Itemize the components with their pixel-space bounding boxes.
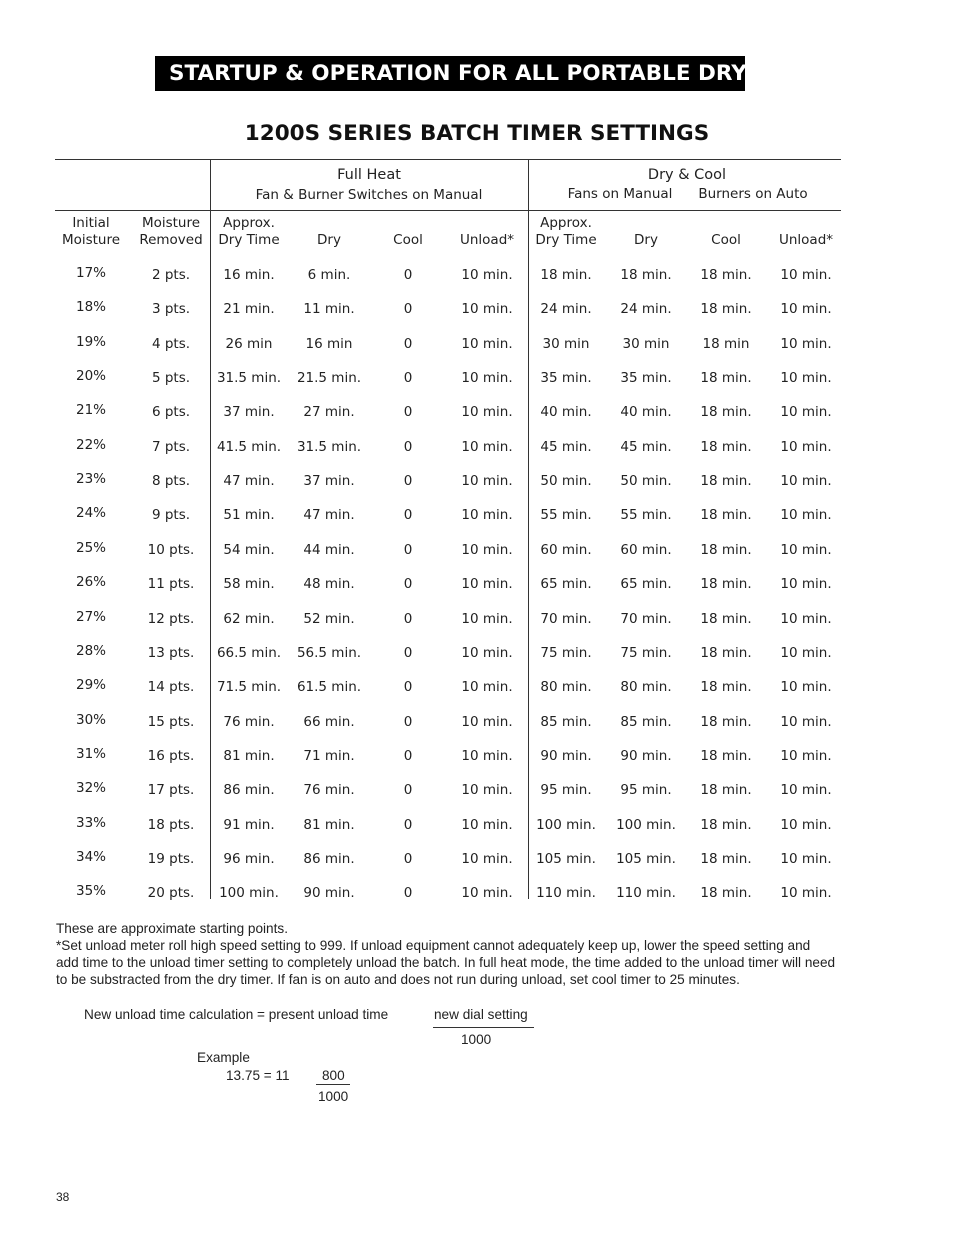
cell-full-heat-approx-dry-time: 96 min. [223, 851, 275, 867]
group-header-dry-cool: Dry & Cool [647, 167, 727, 183]
cell-full-heat-cool: 0 [403, 645, 413, 661]
cell-full-heat-approx-dry-time: 62 min. [223, 611, 275, 627]
cell-moisture-removed: 3 pts. [151, 301, 191, 317]
cell-dry-cool-dry: 100 min. [616, 817, 676, 833]
cell-full-heat-unload: 10 min. [461, 714, 513, 730]
notes-block [56, 920, 836, 988]
cell-full-heat-dry: 21.5 min. [296, 370, 362, 386]
cell-initial-moisture: 29% [75, 677, 107, 693]
cell-moisture-removed: 11 pts. [147, 576, 195, 592]
cell-full-heat-dry: 48 min. [303, 576, 355, 592]
cell-dry-cool-approx-dry-time: 18 min. [540, 267, 592, 283]
cell-full-heat-dry: 90 min. [303, 885, 355, 901]
formula-numerator: new dial setting [434, 1007, 528, 1022]
cell-dry-cool-cool: 18 min. [700, 817, 752, 833]
cell-dry-cool-approx-dry-time: 110 min. [536, 885, 596, 901]
col-header-dry-cool-dry-line2: Dry [634, 232, 658, 248]
note-approximate: These are approximate starting points. [56, 921, 288, 936]
cell-dry-cool-dry: 95 min. [620, 782, 672, 798]
cell-full-heat-unload: 10 min. [461, 542, 513, 558]
cell-moisture-removed: 7 pts. [151, 439, 191, 455]
cell-dry-cool-cool: 18 min. [700, 370, 752, 386]
cell-full-heat-unload: 10 min. [461, 301, 513, 317]
cell-full-heat-dry: 16 min [305, 336, 353, 352]
cell-full-heat-dry: 27 min. [303, 404, 355, 420]
cell-initial-moisture: 30% [75, 712, 107, 728]
cell-dry-cool-dry: 65 min. [620, 576, 672, 592]
example-numerator: 800 [322, 1068, 345, 1083]
cell-dry-cool-dry: 30 min [622, 336, 670, 352]
cell-full-heat-unload: 10 min. [461, 439, 513, 455]
cell-initial-moisture: 22% [75, 437, 107, 453]
cell-dry-cool-cool: 18 min. [700, 714, 752, 730]
cell-full-heat-dry: 52 min. [303, 611, 355, 627]
cell-dry-cool-approx-dry-time: 30 min [542, 336, 590, 352]
cell-full-heat-cool: 0 [403, 679, 413, 695]
cell-initial-moisture: 31% [75, 746, 107, 762]
example-denominator: 1000 [318, 1089, 349, 1104]
cell-initial-moisture: 20% [75, 368, 107, 384]
cell-moisture-removed: 15 pts. [147, 714, 195, 730]
cell-initial-moisture: 26% [75, 574, 107, 590]
cell-full-heat-unload: 10 min. [461, 645, 513, 661]
cell-dry-cool-unload: 10 min. [780, 782, 832, 798]
cell-full-heat-approx-dry-time: 58 min. [223, 576, 275, 592]
cell-dry-cool-dry: 18 min. [620, 267, 672, 283]
cell-full-heat-dry: 31.5 min. [296, 439, 362, 455]
col-header-full-heat-approx-dry-time-line1: Approx. [223, 215, 275, 231]
cell-dry-cool-unload: 10 min. [780, 851, 832, 867]
cell-full-heat-cool: 0 [403, 748, 413, 764]
cell-dry-cool-unload: 10 min. [780, 301, 832, 317]
cell-dry-cool-cool: 18 min. [700, 576, 752, 592]
cell-full-heat-dry: 6 min. [307, 267, 351, 283]
cell-dry-cool-dry: 75 min. [620, 645, 672, 661]
cell-full-heat-cool: 0 [403, 439, 413, 455]
col-header-dry-cool-cool-line2: Cool [711, 232, 741, 248]
cell-full-heat-cool: 0 [403, 473, 413, 489]
cell-full-heat-unload: 10 min. [461, 679, 513, 695]
cell-full-heat-approx-dry-time: 86 min. [223, 782, 275, 798]
cell-full-heat-dry: 71 min. [303, 748, 355, 764]
cell-dry-cool-unload: 10 min. [780, 473, 832, 489]
cell-dry-cool-unload: 10 min. [780, 611, 832, 627]
col-header-full-heat-unload-line2: Unload* [459, 232, 515, 248]
cell-full-heat-dry: 81 min. [303, 817, 355, 833]
cell-dry-cool-cool: 18 min. [700, 507, 752, 523]
cell-full-heat-dry: 47 min. [303, 507, 355, 523]
cell-dry-cool-cool: 18 min. [700, 645, 752, 661]
cell-initial-moisture: 23% [75, 471, 107, 487]
cell-dry-cool-cool: 18 min [702, 336, 750, 352]
cell-initial-moisture: 25% [75, 540, 107, 556]
col-header-full-heat-dry-line2: Dry [317, 232, 341, 248]
cell-full-heat-approx-dry-time: 16 min. [223, 267, 275, 283]
header-bottom-rule [55, 210, 841, 211]
cell-dry-cool-approx-dry-time: 65 min. [540, 576, 592, 592]
cell-full-heat-approx-dry-time: 21 min. [223, 301, 275, 317]
cell-dry-cool-dry: 55 min. [620, 507, 672, 523]
cell-moisture-removed: 18 pts. [147, 817, 195, 833]
cell-dry-cool-cool: 18 min. [700, 851, 752, 867]
cell-moisture-removed: 5 pts. [151, 370, 191, 386]
cell-full-heat-cool: 0 [403, 507, 413, 523]
page-number: 38 [56, 1190, 70, 1204]
cell-dry-cool-approx-dry-time: 55 min. [540, 507, 592, 523]
cell-full-heat-approx-dry-time: 26 min [225, 336, 273, 352]
table-title: 1200S SERIES BATCH TIMER SETTINGS [244, 121, 710, 146]
note-unload-meter: *Set unload meter roll high speed setting to 999. If unload equipment cannot adequately keep up, lower the speed setting and add time to the unload timer setting to completely unload the batch. In full heat mode, the time added to the unload timer will need to be substracted from the dry timer. If fan is on auto and does not run during unload, set cool timer to 25 minutes. [56, 938, 836, 987]
cell-full-heat-cool: 0 [403, 370, 413, 386]
cell-full-heat-unload: 10 min. [461, 782, 513, 798]
cell-dry-cool-approx-dry-time: 90 min. [540, 748, 592, 764]
cell-full-heat-dry: 56.5 min. [296, 645, 362, 661]
cell-initial-moisture: 21% [75, 402, 107, 418]
cell-moisture-removed: 12 pts. [147, 611, 195, 627]
col-header-initial-moisture-line2: Moisture [61, 232, 121, 248]
cell-dry-cool-cool: 18 min. [700, 748, 752, 764]
cell-moisture-removed: 14 pts. [147, 679, 195, 695]
cell-full-heat-cool: 0 [403, 267, 413, 283]
cell-initial-moisture: 17% [75, 265, 107, 281]
cell-full-heat-unload: 10 min. [461, 576, 513, 592]
cell-moisture-removed: 4 pts. [151, 336, 191, 352]
cell-dry-cool-unload: 10 min. [780, 817, 832, 833]
cell-dry-cool-dry: 70 min. [620, 611, 672, 627]
cell-dry-cool-dry: 24 min. [620, 301, 672, 317]
cell-full-heat-dry: 11 min. [303, 301, 355, 317]
cell-dry-cool-unload: 10 min. [780, 542, 832, 558]
cell-moisture-removed: 8 pts. [151, 473, 191, 489]
cell-moisture-removed: 17 pts. [147, 782, 195, 798]
cell-initial-moisture: 19% [75, 334, 107, 350]
cell-dry-cool-dry: 90 min. [620, 748, 672, 764]
divider-dry-cool [528, 159, 529, 899]
cell-dry-cool-approx-dry-time: 75 min. [540, 645, 592, 661]
cell-full-heat-dry: 76 min. [303, 782, 355, 798]
cell-dry-cool-cool: 18 min. [700, 782, 752, 798]
cell-full-heat-cool: 0 [403, 817, 413, 833]
cell-full-heat-dry: 61.5 min. [296, 679, 362, 695]
cell-dry-cool-cool: 18 min. [700, 542, 752, 558]
cell-full-heat-approx-dry-time: 71.5 min. [216, 679, 282, 695]
cell-dry-cool-unload: 10 min. [780, 714, 832, 730]
cell-initial-moisture: 28% [75, 643, 107, 659]
cell-dry-cool-dry: 110 min. [616, 885, 676, 901]
formula-denominator: 1000 [461, 1032, 492, 1047]
cell-full-heat-cool: 0 [403, 576, 413, 592]
cell-full-heat-approx-dry-time: 66.5 min. [216, 645, 282, 661]
cell-dry-cool-cool: 18 min. [700, 473, 752, 489]
cell-full-heat-cool: 0 [403, 782, 413, 798]
cell-dry-cool-approx-dry-time: 105 min. [536, 851, 596, 867]
cell-dry-cool-dry: 40 min. [620, 404, 672, 420]
cell-full-heat-cool: 0 [403, 611, 413, 627]
col-header-dry-cool-approx-dry-time-line2: Dry Time [535, 232, 597, 248]
cell-dry-cool-dry: 60 min. [620, 542, 672, 558]
cell-dry-cool-cool: 18 min. [700, 885, 752, 901]
cell-initial-moisture: 35% [75, 883, 107, 899]
formula-left: New unload time calculation = present unload time [84, 1007, 389, 1022]
col-header-full-heat-cool-line2: Cool [393, 232, 423, 248]
col-header-dry-cool-unload-line2: Unload* [778, 232, 834, 248]
cell-dry-cool-approx-dry-time: 50 min. [540, 473, 592, 489]
cell-full-heat-dry: 44 min. [303, 542, 355, 558]
cell-full-heat-unload: 10 min. [461, 267, 513, 283]
cell-full-heat-unload: 10 min. [461, 473, 513, 489]
cell-dry-cool-approx-dry-time: 95 min. [540, 782, 592, 798]
cell-dry-cool-cool: 18 min. [700, 267, 752, 283]
cell-full-heat-approx-dry-time: 91 min. [223, 817, 275, 833]
cell-dry-cool-dry: 85 min. [620, 714, 672, 730]
cell-dry-cool-dry: 80 min. [620, 679, 672, 695]
section-heading-banner [155, 56, 794, 91]
cell-full-heat-cool: 0 [403, 336, 413, 352]
cell-dry-cool-unload: 10 min. [780, 404, 832, 420]
cell-initial-moisture: 33% [75, 815, 107, 831]
cell-dry-cool-cool: 18 min. [700, 611, 752, 627]
cell-moisture-removed: 13 pts. [147, 645, 195, 661]
cell-dry-cool-unload: 10 min. [780, 439, 832, 455]
cell-full-heat-unload: 10 min. [461, 851, 513, 867]
table-top-rule [55, 159, 841, 160]
col-header-full-heat-approx-dry-time-line2: Dry Time [218, 232, 280, 248]
group-header-full-heat: Full Heat [337, 167, 401, 183]
group-subheader-burners: Burners on Auto [698, 186, 808, 202]
group-subheader-full-heat: Fan & Burner Switches on Manual [255, 187, 483, 203]
example-left: 13.75 = 11 [226, 1068, 290, 1083]
cell-dry-cool-approx-dry-time: 45 min. [540, 439, 592, 455]
example-fraction-bar [316, 1084, 350, 1085]
cell-dry-cool-unload: 10 min. [780, 267, 832, 283]
col-header-dry-cool-approx-dry-time-line1: Approx. [540, 215, 592, 231]
cell-dry-cool-unload: 10 min. [780, 370, 832, 386]
col-header-moisture-removed-line1: Moisture [141, 215, 201, 231]
cell-dry-cool-unload: 10 min. [780, 748, 832, 764]
cell-dry-cool-approx-dry-time: 100 min. [536, 817, 596, 833]
cell-dry-cool-cool: 18 min. [700, 439, 752, 455]
formula-fraction-bar [433, 1027, 534, 1028]
cell-moisture-removed: 10 pts. [147, 542, 195, 558]
cell-full-heat-approx-dry-time: 41.5 min. [216, 439, 282, 455]
cell-full-heat-dry: 37 min. [303, 473, 355, 489]
cell-dry-cool-cool: 18 min. [700, 679, 752, 695]
cell-dry-cool-approx-dry-time: 70 min. [540, 611, 592, 627]
cell-initial-moisture: 24% [75, 505, 107, 521]
cell-initial-moisture: 34% [75, 849, 107, 865]
cell-full-heat-unload: 10 min. [461, 885, 513, 901]
cell-dry-cool-dry: 50 min. [620, 473, 672, 489]
cell-full-heat-unload: 10 min. [461, 336, 513, 352]
cell-full-heat-approx-dry-time: 81 min. [223, 748, 275, 764]
section-heading: STARTUP & OPERATION FOR ALL PORTABLE DRYERS [169, 61, 794, 86]
cell-full-heat-approx-dry-time: 37 min. [223, 404, 275, 420]
cell-full-heat-approx-dry-time: 47 min. [223, 473, 275, 489]
cell-initial-moisture: 32% [75, 780, 107, 796]
cell-dry-cool-cool: 18 min. [700, 404, 752, 420]
cell-dry-cool-dry: 45 min. [620, 439, 672, 455]
cell-initial-moisture: 18% [75, 299, 107, 315]
cell-dry-cool-unload: 10 min. [780, 679, 832, 695]
cell-dry-cool-dry: 35 min. [620, 370, 672, 386]
cell-dry-cool-approx-dry-time: 24 min. [540, 301, 592, 317]
cell-moisture-removed: 16 pts. [147, 748, 195, 764]
cell-full-heat-unload: 10 min. [461, 507, 513, 523]
cell-dry-cool-approx-dry-time: 40 min. [540, 404, 592, 420]
cell-dry-cool-approx-dry-time: 80 min. [540, 679, 592, 695]
cell-full-heat-unload: 10 min. [461, 817, 513, 833]
divider-full-heat [210, 159, 211, 899]
cell-full-heat-approx-dry-time: 31.5 min. [216, 370, 282, 386]
cell-dry-cool-approx-dry-time: 35 min. [540, 370, 592, 386]
cell-dry-cool-approx-dry-time: 60 min. [540, 542, 592, 558]
cell-full-heat-cool: 0 [403, 714, 413, 730]
cell-moisture-removed: 9 pts. [151, 507, 191, 523]
cell-full-heat-unload: 10 min. [461, 611, 513, 627]
cell-moisture-removed: 19 pts. [147, 851, 195, 867]
cell-dry-cool-unload: 10 min. [780, 645, 832, 661]
cell-dry-cool-unload: 10 min. [780, 507, 832, 523]
example-label: Example [197, 1050, 250, 1065]
cell-dry-cool-unload: 10 min. [780, 576, 832, 592]
cell-full-heat-cool: 0 [403, 885, 413, 901]
col-header-initial-moisture-line1: Initial [72, 215, 110, 231]
cell-full-heat-unload: 10 min. [461, 370, 513, 386]
cell-full-heat-cool: 0 [403, 851, 413, 867]
col-header-moisture-removed-line2: Removed [139, 232, 203, 248]
cell-moisture-removed: 20 pts. [147, 885, 195, 901]
group-subheader-fans: Fans on Manual [567, 186, 673, 202]
cell-full-heat-cool: 0 [403, 301, 413, 317]
cell-dry-cool-unload: 10 min. [780, 885, 832, 901]
cell-full-heat-approx-dry-time: 51 min. [223, 507, 275, 523]
cell-initial-moisture: 27% [75, 609, 107, 625]
cell-full-heat-unload: 10 min. [461, 748, 513, 764]
cell-moisture-removed: 6 pts. [151, 404, 191, 420]
cell-full-heat-unload: 10 min. [461, 404, 513, 420]
cell-moisture-removed: 2 pts. [151, 267, 191, 283]
cell-full-heat-cool: 0 [403, 404, 413, 420]
cell-full-heat-dry: 86 min. [303, 851, 355, 867]
cell-dry-cool-dry: 105 min. [616, 851, 676, 867]
cell-full-heat-approx-dry-time: 54 min. [223, 542, 275, 558]
cell-full-heat-approx-dry-time: 76 min. [223, 714, 275, 730]
cell-full-heat-dry: 66 min. [303, 714, 355, 730]
cell-dry-cool-unload: 10 min. [780, 336, 832, 352]
cell-full-heat-cool: 0 [403, 542, 413, 558]
cell-dry-cool-approx-dry-time: 85 min. [540, 714, 592, 730]
cell-full-heat-approx-dry-time: 100 min. [219, 885, 279, 901]
cell-dry-cool-cool: 18 min. [700, 301, 752, 317]
